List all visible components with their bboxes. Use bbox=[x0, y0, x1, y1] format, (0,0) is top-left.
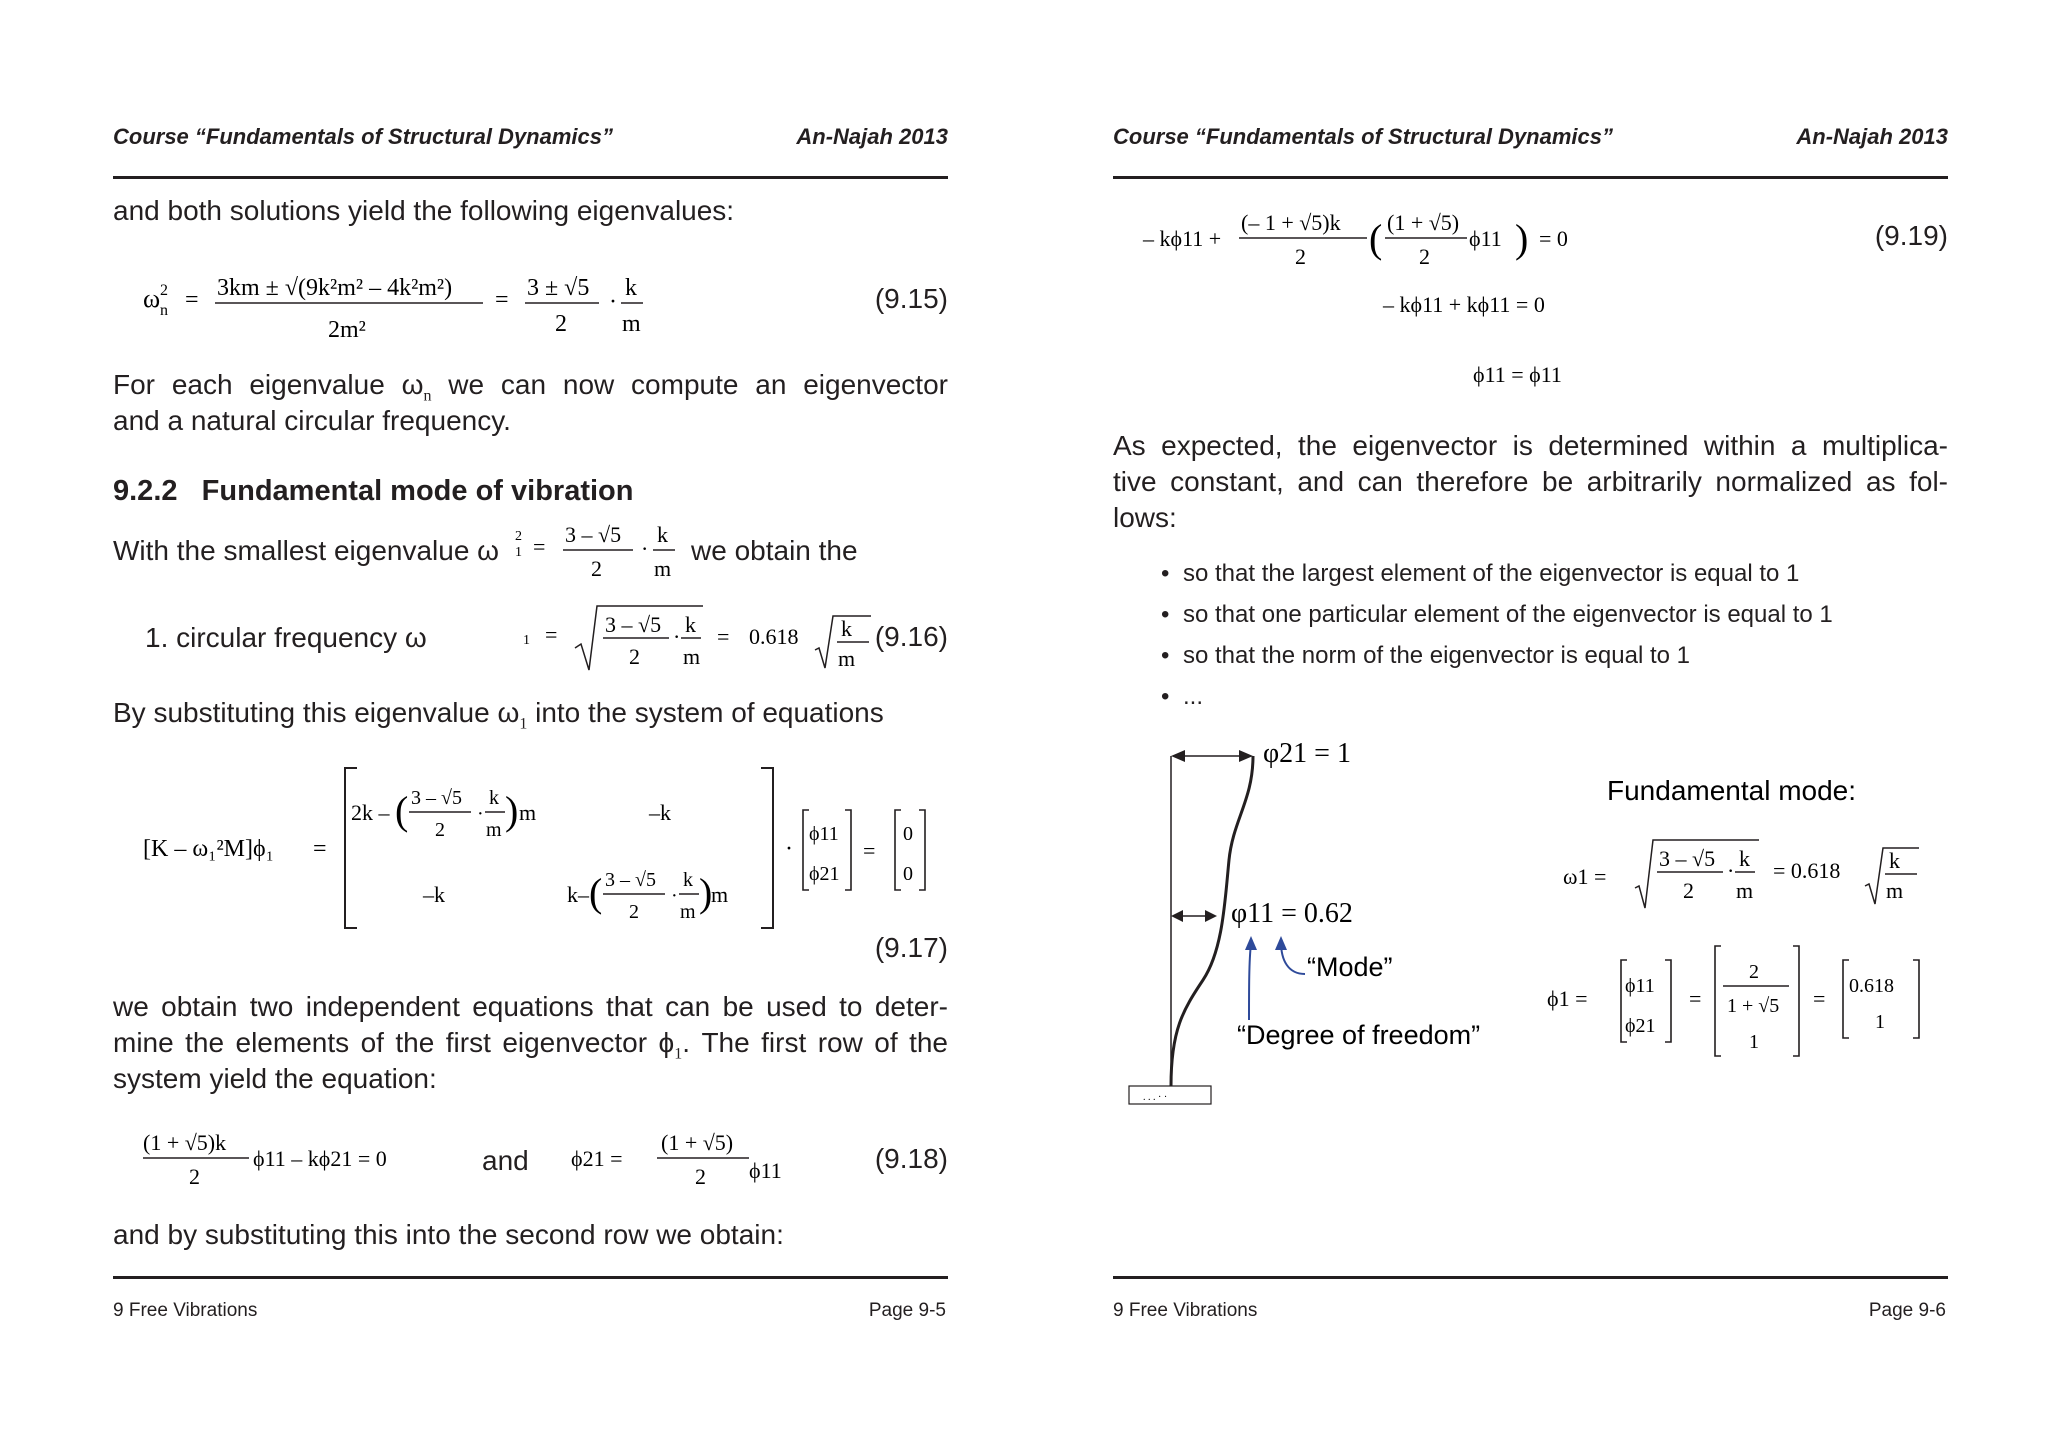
svg-text:ϕ11 – kϕ21 = 0: ϕ11 – kϕ21 = 0 bbox=[253, 1146, 387, 1171]
dof-arrow bbox=[1249, 944, 1251, 1020]
svg-text:ϕ11: ϕ11 bbox=[809, 823, 839, 845]
svg-text:0: 0 bbox=[903, 823, 913, 845]
normalize-line-3: lows: bbox=[1113, 502, 1177, 533]
svg-text:. . . · ·: . . . · · bbox=[1143, 1092, 1168, 1103]
footer-rule bbox=[113, 1276, 948, 1279]
svg-text:3 – √5: 3 – √5 bbox=[565, 522, 622, 547]
paragraph-each-eigenvalue: For each eigenvalue $\omega_n$ we can now compute an eigenvector bbox=[113, 369, 948, 405]
equation-9-18 bbox=[143, 1120, 743, 1200]
svg-text:(1 + √5): (1 + √5) bbox=[1387, 210, 1460, 235]
svg-text:m: m bbox=[519, 800, 537, 825]
svg-text:= 0: = 0 bbox=[1539, 226, 1568, 251]
svg-text:·: · bbox=[641, 536, 649, 561]
svg-text:m: m bbox=[1886, 878, 1904, 903]
equation-number: (9.17) bbox=[874, 932, 948, 963]
right-page: Course “Fundamentals of Structural Dynamics” An-Najah 2013 – kϕ11 + (– 1 + √5)k 2 ( (1 + √5) 2 ϕ11 ) = 0 – kϕ11 + kϕ11 = 0 ϕ11 = ϕ11 (9.19) As expected, the eigenvector is determined within a multiplica- tive constant, and can therefore be arbitrarily normalized as fol- lows: • so that the largest element of the eigenvector is equal to 1 • so that one particular element of the eigenvector is equal to 1 • so that the norm of the eigenvector is equal to 1 • ... . . . · · φ21 = 1 φ11 = 0.62 “Mode” “Degree of freedom” Fundamental mode: ω1 = 3 – √5 2 · k m = 0.618 k m ϕ1 = ϕ11 ϕ21 = 2 1 + √5 1 = 0.618 1 9 Free Vibrations Page 9-6 bbox=[1113, 124, 1948, 1321]
svg-text:0.618: 0.618 bbox=[1849, 975, 1894, 997]
svg-text:2: 2 bbox=[591, 556, 602, 581]
svg-text:0: 0 bbox=[903, 863, 913, 885]
substituting-text: By substituting this eigenvalue $\omega_1$ into the system of equations bbox=[113, 697, 884, 733]
chapter-label: 9 Free Vibrations bbox=[1113, 1300, 1258, 1321]
svg-text:=: = bbox=[545, 622, 558, 647]
svg-text:– kϕ11 + kϕ11 = 0: – kϕ11 + kϕ11 = 0 bbox=[1383, 292, 1545, 317]
svg-text:ϕ21 =: ϕ21 = bbox=[571, 1146, 623, 1171]
svg-text:ϕ21: ϕ21 bbox=[1625, 1015, 1656, 1037]
svg-text:m: m bbox=[711, 882, 729, 907]
eq-factor-num: k bbox=[625, 275, 637, 301]
svg-text:k: k bbox=[841, 616, 852, 641]
eq-9-18-tail bbox=[749, 1156, 809, 1186]
university-year: An-Najah 2013 bbox=[796, 124, 948, 149]
svg-text:[K – ω₁²M]ϕ₁: [K – ω₁²M]ϕ₁ bbox=[143, 836, 275, 862]
obtain-line-3: system yield the equation: bbox=[113, 1063, 437, 1094]
obtain-line-1: we obtain two independent equations that can be used to deter- bbox=[113, 991, 948, 1022]
svg-text:(1 + √5)k: (1 + √5)k bbox=[143, 1130, 227, 1155]
svg-text:3 – √5: 3 – √5 bbox=[1659, 846, 1716, 871]
svg-text:1: 1 bbox=[515, 545, 522, 560]
svg-text:2: 2 bbox=[1295, 244, 1306, 269]
svg-text:(: ( bbox=[395, 788, 409, 833]
equation-9-19 bbox=[1143, 200, 1603, 400]
dof-label: “Degree of freedom” bbox=[1237, 1020, 1481, 1050]
svg-text:·: · bbox=[609, 289, 617, 315]
and-word: and bbox=[482, 1145, 529, 1176]
section-number: 9.2.2 bbox=[113, 475, 178, 507]
svg-text:(1 + √5): (1 + √5) bbox=[661, 1130, 734, 1155]
svg-text:2: 2 bbox=[1419, 244, 1430, 269]
svg-text:2: 2 bbox=[629, 901, 639, 923]
svg-text:k: k bbox=[1739, 846, 1750, 871]
page-header bbox=[113, 124, 948, 154]
svg-text:2: 2 bbox=[1683, 878, 1694, 903]
svg-text:k: k bbox=[657, 522, 668, 547]
ground-support bbox=[1129, 1086, 1211, 1104]
svg-text:1: 1 bbox=[523, 633, 530, 648]
svg-text:m: m bbox=[683, 644, 701, 669]
svg-text:–k: –k bbox=[423, 882, 445, 907]
svg-text:3 – √5: 3 – √5 bbox=[605, 869, 656, 891]
svg-text:·: · bbox=[477, 803, 484, 825]
svg-text:2: 2 bbox=[695, 1164, 706, 1189]
svg-text:=: = bbox=[863, 838, 876, 863]
svg-text:=: = bbox=[1813, 986, 1826, 1011]
svg-text:1: 1 bbox=[1749, 1031, 1759, 1053]
svg-text:(: ( bbox=[589, 870, 603, 915]
course-title: Course “Fundamentals of Structural Dynamics” bbox=[113, 124, 613, 149]
svg-text:2: 2 bbox=[189, 1164, 200, 1189]
page-number: Page 9-5 bbox=[868, 1300, 946, 1321]
phi21-label: φ21 = 1 bbox=[1263, 738, 1351, 769]
smallest-eigenvalue-formula bbox=[515, 518, 685, 588]
circular-frequency-label: 1. circular frequency ω bbox=[145, 622, 427, 653]
svg-text:k: k bbox=[489, 787, 499, 809]
svg-text:m: m bbox=[680, 901, 696, 923]
equation-9-16 bbox=[523, 600, 883, 680]
svg-text:ϕ11: ϕ11 bbox=[1469, 226, 1502, 251]
mode-shape-figure bbox=[1113, 730, 1948, 1130]
svg-text:2: 2 bbox=[515, 529, 522, 544]
svg-text:m: m bbox=[654, 556, 672, 581]
eq-rhs-den: 2 bbox=[555, 311, 567, 337]
svg-text:= 0.618: = 0.618 bbox=[1773, 858, 1841, 883]
page-number: Page 9-6 bbox=[1868, 1300, 1946, 1321]
svg-text:ϕ21: ϕ21 bbox=[809, 863, 840, 885]
svg-text:– kϕ11 +: – kϕ11 + bbox=[1143, 226, 1222, 251]
eq-numerator: 3km ± √(9k²m² – 4k²m²) bbox=[217, 275, 453, 301]
svg-text:1: 1 bbox=[1875, 1011, 1885, 1033]
svg-text:): ) bbox=[1515, 216, 1529, 261]
svg-text:k: k bbox=[1889, 848, 1900, 873]
svg-text:2: 2 bbox=[1749, 961, 1759, 983]
normalize-line-1: As expected, the eigenvector is determined within a multiplica- bbox=[1113, 430, 1948, 461]
paragraph-line: and a natural circular frequency. bbox=[113, 405, 511, 436]
svg-text:ϕ1 =: ϕ1 = bbox=[1547, 986, 1588, 1011]
svg-text:=: = bbox=[717, 624, 730, 649]
equation-number: (9.15) bbox=[874, 283, 948, 314]
svg-text:2: 2 bbox=[629, 644, 640, 669]
mode-label: “Mode” bbox=[1307, 952, 1393, 982]
equation-number: (9.16) bbox=[874, 621, 948, 652]
left-page bbox=[113, 0, 948, 1448]
eq-factor-den: m bbox=[622, 311, 641, 337]
eq-lhs: ω bbox=[143, 284, 161, 313]
smallest-eigenvalue-text: With the smallest eigenvalue ω bbox=[113, 535, 500, 566]
svg-text:m: m bbox=[1736, 878, 1754, 903]
svg-text:1 + √5: 1 + √5 bbox=[1727, 995, 1780, 1017]
fundamental-mode-title: Fundamental mode: bbox=[1607, 775, 1857, 806]
svg-text:k: k bbox=[685, 612, 696, 637]
svg-text:·: · bbox=[671, 885, 678, 907]
svg-text:=: = bbox=[495, 287, 509, 313]
eq-lhs-sup: 2 bbox=[160, 282, 168, 299]
page-header bbox=[1113, 124, 1948, 154]
closing-text: and by substituting this into the second row we obtain: bbox=[113, 1219, 784, 1250]
svg-text:=: = bbox=[533, 534, 546, 559]
svg-text:0.618: 0.618 bbox=[749, 624, 799, 649]
eq-lhs-sub: n bbox=[160, 302, 168, 319]
university-year: An-Najah 2013 bbox=[1796, 124, 1948, 149]
svg-text:ϕ11 = ϕ11: ϕ11 = ϕ11 bbox=[1473, 362, 1562, 387]
svg-text:·: · bbox=[1727, 858, 1735, 883]
svg-text:): ) bbox=[505, 788, 519, 833]
svg-text:3 – √5: 3 – √5 bbox=[605, 612, 662, 637]
footer-rule bbox=[1113, 1276, 1948, 1279]
phi11-label: φ11 = 0.62 bbox=[1231, 898, 1353, 929]
svg-text:3 – √5: 3 – √5 bbox=[411, 787, 462, 809]
svg-text:=: = bbox=[1689, 986, 1702, 1011]
chapter-label: 9 Free Vibrations bbox=[113, 1300, 258, 1321]
smallest-eigenvalue-tail: we obtain the bbox=[691, 535, 858, 566]
equation-9-15 bbox=[143, 255, 723, 345]
svg-text:(– 1 + √5)k: (– 1 + √5)k bbox=[1241, 210, 1341, 235]
section-heading bbox=[113, 475, 633, 508]
equation-number: (9.18) bbox=[874, 1143, 948, 1174]
eq-denominator: 2m² bbox=[328, 317, 366, 343]
svg-text:m: m bbox=[838, 646, 856, 671]
eq-rhs-num: 3 ± √5 bbox=[527, 275, 590, 301]
header-rule bbox=[1113, 176, 1948, 179]
section-title: Fundamental mode of vibration bbox=[201, 475, 634, 507]
intro-text: and both solutions yield the following eigenvalues: bbox=[113, 195, 735, 226]
svg-text:(: ( bbox=[1369, 216, 1383, 261]
svg-text:–k: –k bbox=[649, 800, 671, 825]
svg-text:ϕ11: ϕ11 bbox=[749, 1158, 782, 1183]
svg-text:m: m bbox=[486, 819, 502, 841]
header-rule bbox=[113, 176, 948, 179]
svg-text:k: k bbox=[683, 869, 693, 891]
equation-number: (9.19) bbox=[1874, 220, 1948, 251]
svg-text:ϕ11: ϕ11 bbox=[1625, 975, 1655, 997]
svg-text:·: · bbox=[673, 624, 681, 649]
svg-text:): ) bbox=[699, 870, 713, 915]
svg-text:2k –: 2k – bbox=[351, 800, 390, 825]
course-title: Course “Fundamentals of Structural Dynamics” bbox=[1113, 124, 1613, 149]
obtain-line-2: mine the elements of the first eigenvector $\phi_1$. The first row of the bbox=[113, 1027, 949, 1063]
svg-text:=: = bbox=[313, 836, 327, 862]
svg-text:2: 2 bbox=[435, 819, 445, 841]
equation-9-17 bbox=[143, 760, 943, 940]
svg-text:ω1 =: ω1 = bbox=[1563, 864, 1607, 889]
svg-text:=: = bbox=[185, 287, 199, 313]
svg-text:·: · bbox=[785, 836, 793, 862]
normalize-line-2: tive constant, and can therefore be arbitrarily normalized as fol- bbox=[1113, 466, 1948, 497]
svg-text:k–: k– bbox=[567, 882, 589, 907]
